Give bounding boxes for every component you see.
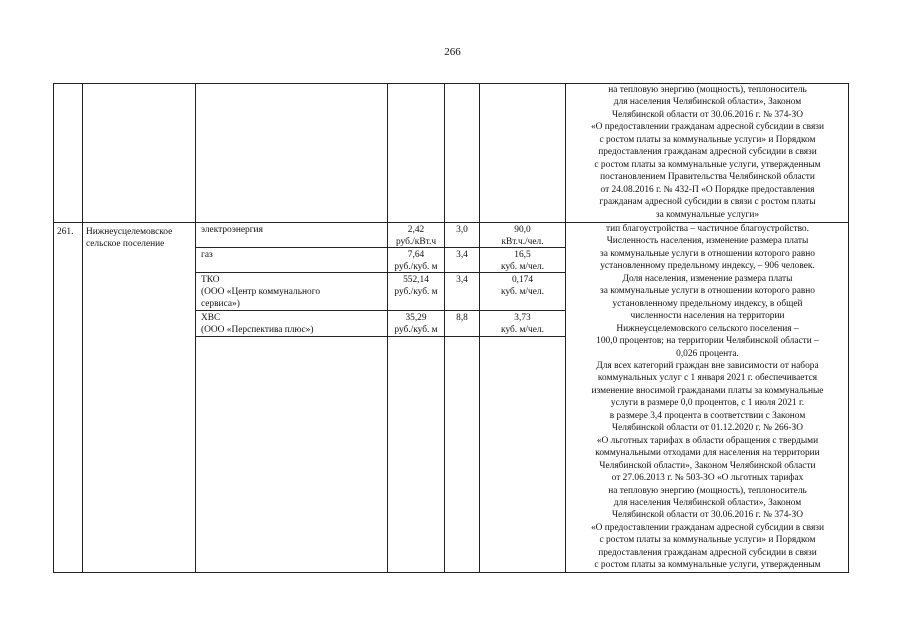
description-line: за коммунальные услуги в отношении которого равно	[599, 286, 815, 297]
description-line: предоставления гражданам адресной субсидии в связи	[598, 547, 817, 558]
service-index: 3,4	[456, 275, 468, 285]
row-number: 261.	[57, 227, 74, 237]
description-line: от 27.06.2013 г. № 503-ЗО «О льготных тарифах	[611, 473, 804, 484]
service-name-line: ТКО	[201, 275, 220, 285]
continuation-text	[567, 84, 848, 221]
description-line: Для всех категорий граждан вне зависимости от набора	[596, 360, 819, 371]
tariff-unit: руб./куб. м	[394, 287, 438, 298]
volume-unit: куб. м/чел.	[501, 287, 544, 298]
continuation-line: с ростом платы за коммунальные услуги, утвержденным	[594, 159, 821, 170]
volume-value: 0,174	[511, 275, 534, 285]
description-line: численности населения на территории	[630, 311, 785, 322]
service-index: 3,4	[456, 250, 468, 260]
service-tariff	[388, 312, 444, 336]
service-volume	[480, 274, 565, 298]
continuation-line: за коммунальные услуги»	[655, 209, 760, 220]
description-line: Нижнеусцелемовского сельского поселения –	[616, 323, 799, 334]
tariff-value: 7,64	[407, 250, 425, 260]
service-name-line: газ	[201, 250, 213, 260]
description-line: коммунальными отходами для населения на территории	[595, 448, 820, 459]
continuation-line: гражданам адресной субсидии в связи с ростом платы	[599, 197, 816, 208]
description-line: 100,0 процентов; на территории Челябинской области –	[596, 336, 819, 347]
row-description	[567, 223, 848, 572]
settlement-line: Нижнеусцелемовское	[86, 227, 173, 237]
service-name	[201, 249, 213, 261]
tariff-value: 2,42	[407, 225, 425, 235]
description-line: установленному предельному индексу, – 906 человек.	[600, 261, 815, 272]
service-name-line: электроэнергия	[201, 225, 263, 235]
col-border	[82, 83, 83, 573]
continuation-line: для населения Челябинской области», Законом	[613, 97, 802, 108]
description-line: на тепловую энергию (мощность), теплоноситель	[608, 485, 807, 496]
col-border	[848, 83, 849, 573]
description-line: Челябинской области», Законом Челябинской области	[599, 460, 816, 471]
continuation-line: постановлением Правительства Челябинской области	[600, 172, 815, 183]
tariff-value: 35,29	[405, 313, 427, 323]
service-volume	[480, 249, 565, 273]
service-tariff	[388, 249, 444, 273]
description-line: тип благоустройства – частичное благоустройство.	[606, 224, 809, 234]
description-line: Доля населения, изменение размера платы	[622, 273, 793, 284]
volume-unit: кВт.ч./чел.	[501, 237, 544, 248]
volume-unit: куб. м/чел.	[501, 325, 544, 336]
description-line: 0,026 процента.	[676, 348, 739, 359]
service-name-line: сервиса»)	[201, 299, 240, 310]
table-bottom-border	[53, 572, 849, 573]
description-line: изменение вносимой гражданами платы за коммунальные	[591, 385, 824, 396]
service-volume	[480, 312, 565, 336]
col-border	[444, 83, 445, 573]
description-line: «О льготных тарифах в области обращения с твердыми	[596, 435, 819, 446]
col-border	[565, 83, 566, 573]
service-name-line: (ООО «Перспектива плюс»)	[201, 325, 314, 336]
page-number: 266	[444, 46, 461, 58]
continuation-line: Челябинской области от 30.06.2016 г. № 374-ЗО	[612, 109, 803, 120]
service-name	[201, 224, 263, 236]
tariff-unit: руб./куб. м	[394, 262, 438, 273]
tariff-unit: руб./кВт.ч	[395, 237, 437, 248]
service-volume	[480, 224, 565, 248]
description-line: Челябинской области от 01.12.2020 г. № 266-ЗО	[612, 423, 803, 434]
continuation-line: «О предоставлении гражданам адресной субсидии в связи	[590, 122, 825, 133]
volume-unit: куб. м/чел.	[501, 262, 544, 273]
description-line: в размере 3,4 процента в соответствии с Законом	[609, 410, 806, 421]
description-line: с ростом платы за коммунальные услуги, утвержденным	[594, 560, 821, 571]
continuation-line: от 24.08.2016 г. № 432-П «О Порядке предоставления	[600, 184, 815, 195]
service-name	[201, 274, 320, 310]
volume-value: 16,5	[514, 250, 531, 260]
continuation-line: на тепловую энергию (мощность), теплоноситель	[608, 85, 807, 95]
service-index: 8,8	[456, 313, 468, 323]
settlement-name	[86, 226, 172, 250]
description-line: для населения Челябинской области», Законом	[613, 497, 802, 508]
description-line: установленному предельному индексу, в общей	[612, 298, 803, 309]
service-tariff	[388, 274, 444, 298]
description-line: за коммунальные услуги в отношении которого равно	[599, 248, 815, 259]
col-border	[195, 83, 196, 573]
description-line: «О предоставлении гражданам адресной субсидии в связи	[590, 522, 825, 533]
volume-value: 3,73	[514, 313, 531, 323]
volume-value: 90,0	[514, 225, 531, 235]
service-index: 3,0	[456, 225, 468, 235]
service-name-line: ХВС	[201, 313, 221, 323]
tariff-value: 552,14	[403, 275, 429, 285]
col-border	[53, 83, 54, 573]
service-tariff	[388, 224, 444, 248]
continuation-line: с ростом платы за коммунальные услуги» и Порядком	[599, 134, 816, 145]
description-line: Численность населения, изменение размера платы	[606, 236, 809, 247]
tariff-unit: руб./куб. м	[394, 325, 438, 336]
description-line: с ростом платы за коммунальные услуги» и Порядком	[599, 535, 816, 546]
settlement-line: сельское поселение	[86, 239, 165, 250]
service-name-line: (ООО «Центр коммунального	[201, 287, 321, 298]
description-line: коммунальных услуг с 1 января 2021 г. обеспечивается	[597, 373, 818, 384]
service-name	[201, 312, 313, 336]
description-line: Челябинской области от 30.06.2016 г. № 374-ЗО	[612, 510, 803, 521]
continuation-line: предоставления гражданам адресной субсидии в связи	[598, 147, 817, 158]
description-line: услуги в размере 0,0 процентов, с 1 июля 2021 г.	[610, 398, 805, 409]
